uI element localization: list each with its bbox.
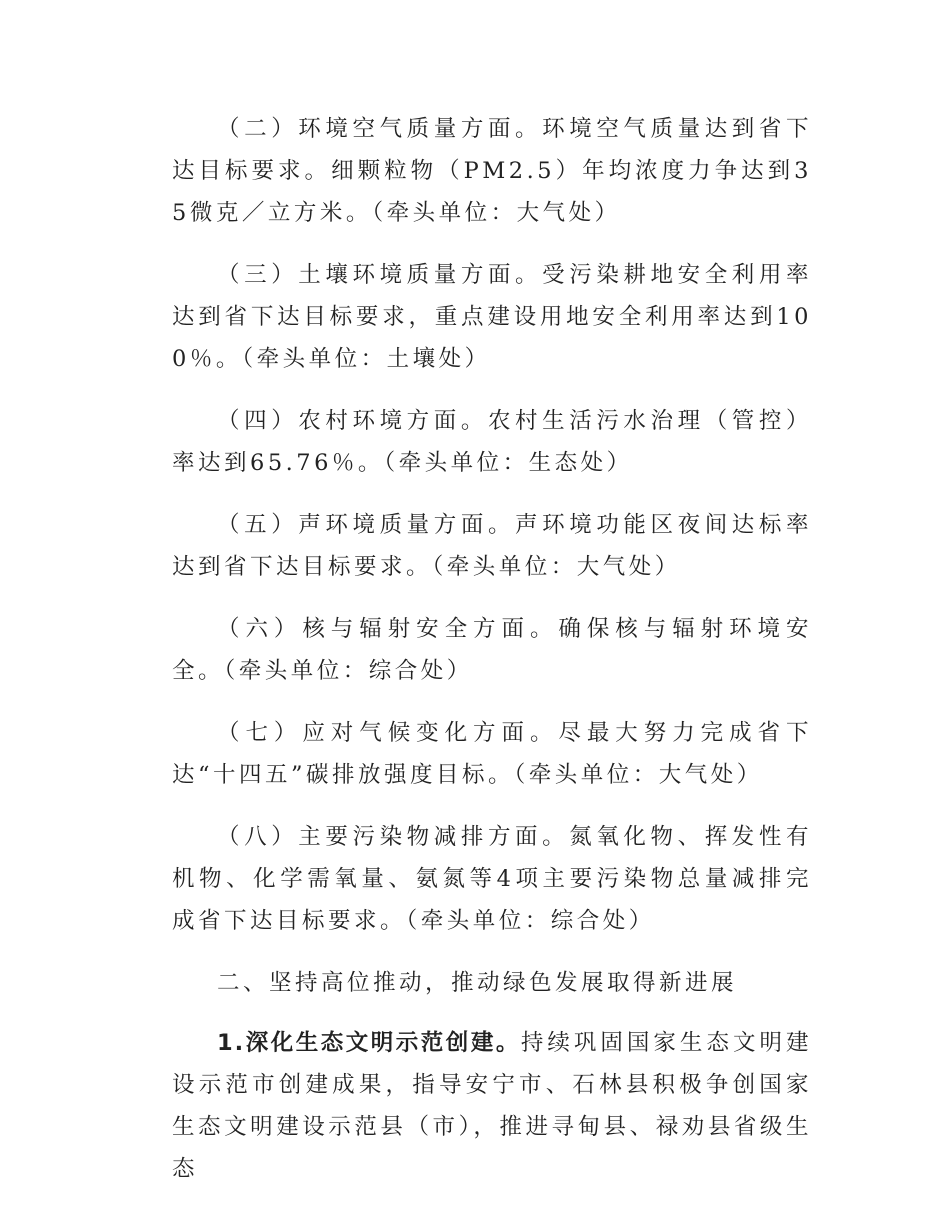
document-body bbox=[172, 108, 812, 1210]
paragraph-acoustic-environment: （五）声环境质量方面。声环境功能区夜间达标率达到省下达目标要求。（牵头单位：大气处） bbox=[172, 512, 812, 580]
paragraph-nuclear-radiation: （六）核与辐射安全方面。确保核与辐射环境安全。（牵头单位：综合处） bbox=[172, 616, 812, 684]
item-lead-title: 1.深化生态文明示范创建。 bbox=[217, 1030, 521, 1056]
section-heading: 二、坚持高位推动，推动绿色发展取得新进展 bbox=[217, 970, 738, 996]
paragraph-rural-environment: （四）农村环境方面。农村生活污水治理（管控）率达到65.76％。（牵头单位：生态处） bbox=[172, 408, 812, 476]
paragraph-climate-change: （七）应对气候变化方面。尽最大努力完成省下达“十四五”碳排放强度目标。（牵头单位：大气处） bbox=[172, 720, 812, 788]
paragraph-soil-quality: （三）土壤环境质量方面。受污染耕地安全利用率达到省下达目标要求，重点建设用地安全利用率达到100％。（牵头单位：土壤处） bbox=[172, 262, 812, 372]
item-body-text: 持续巩固国家生态文明建设示范市创建成果，指导安宁市、石林县积极争创国家生态文明建设示范县（市），推进寻甸县、禄劝县省级生态 bbox=[172, 1030, 812, 1182]
paragraph-air-quality: （二）环境空气质量方面。环境空气质量达到省下达目标要求。细颗粒物（PM2.5）年均浓度力争达到35微克／立方米。（牵头单位：大气处） bbox=[172, 116, 812, 226]
paragraph-emission-reduction: （八）主要污染物减排方面。氮氧化物、挥发性有机物、化学需氧量、氨氮等4项主要污染物总量减排完成省下达目标要求。（牵头单位：综合处） bbox=[172, 824, 812, 934]
paragraph-eco-civilization bbox=[172, 1022, 812, 1190]
